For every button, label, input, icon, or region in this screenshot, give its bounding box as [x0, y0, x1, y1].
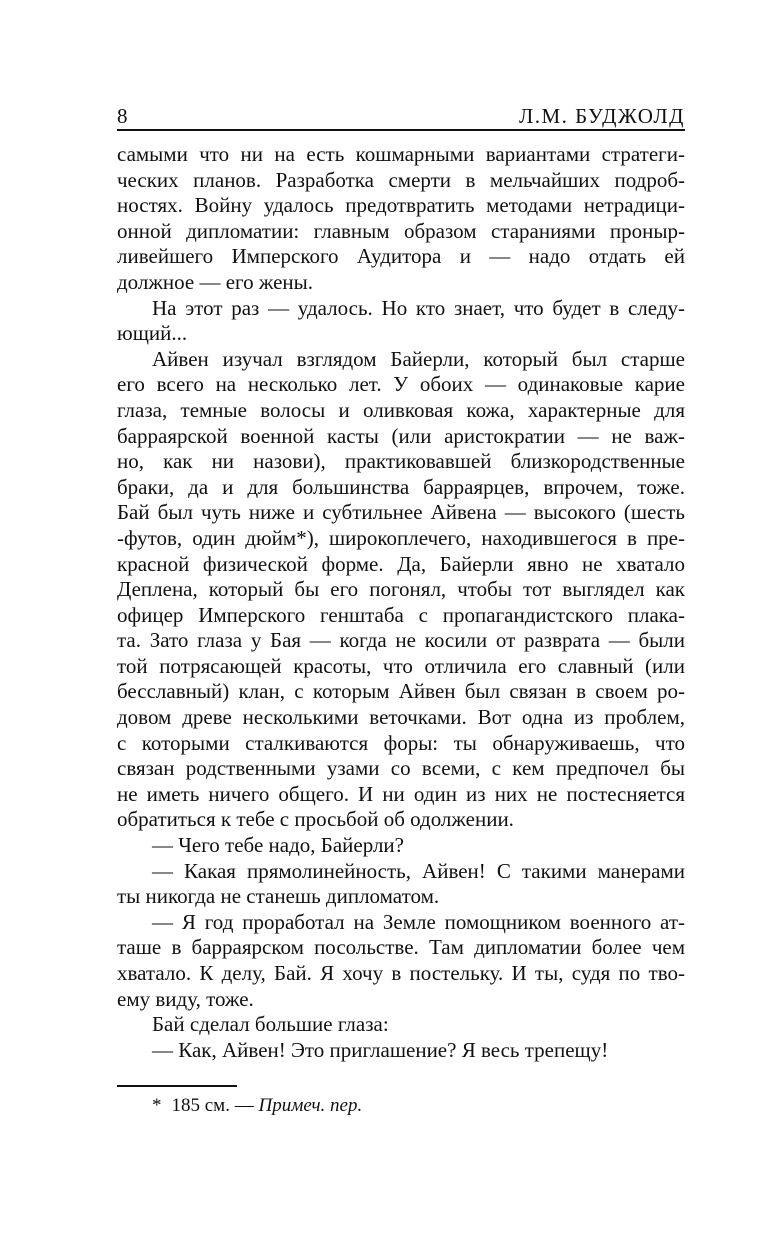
running-title: Л.М. БУДЖОЛД	[518, 104, 685, 128]
footnote-marker: *	[152, 1095, 162, 1116]
text-line: глаза, темные волосы и оливковая кожа, характерные для	[117, 397, 685, 422]
text-line: его всего на несколько лет. У обоих — одинаковые карие	[117, 372, 685, 397]
text-line: с которыми сталкиваются форы: ты обнаруживаешь, что	[117, 730, 685, 755]
text-line: ливейшего Имперского Аудитора и — надо отдать ей	[117, 244, 685, 269]
text-line: таше в барраярском посольстве. Там дипломатии более чем	[117, 935, 685, 960]
text-line: ческих планов. Разработка смерти в мельчайших подроб-	[117, 167, 685, 192]
text-line: но, как ни назови), практиковавшей близкородственные	[117, 449, 685, 474]
header-rule	[117, 129, 685, 131]
text-line: должное — его жены.	[117, 269, 314, 294]
text-line: хватало. К делу, Бай. Я хочу в постельку. И ты, судя по тво-	[117, 961, 685, 985]
text-line: — Как, Айвен! Это приглашение? Я весь трепещу!	[152, 1037, 609, 1062]
text-line: той потрясающей красоты, что отличила его славный (или	[117, 653, 685, 678]
text-line: обратиться к тебе с просьбой об одолжении.	[117, 807, 514, 832]
text-line: На этот раз — удалось. Но кто знает, что будет в следу-	[152, 295, 685, 320]
text-line: бесславный) клан, с которым Айвен был связан в своем ро-	[117, 679, 685, 704]
text-line: — Я год проработал на Земле помощником военного ат-	[152, 909, 685, 934]
text-line: Бай был чуть ниже и субтильнее Айвена — высокого (шесть	[117, 500, 685, 525]
text-line: красной физической форме. Да, Байерли явно не хватало	[117, 551, 685, 576]
text-line: самыми что ни на есть кошмарными вариантами стратеги-	[117, 142, 685, 166]
page-number: 8	[117, 104, 128, 128]
body-text	[117, 142, 685, 1063]
text-line: — Чего тебе надо, Байерли?	[152, 833, 404, 858]
text-line: офицер Имперского генштаба с пропагандистского плака-	[117, 602, 685, 627]
running-header	[117, 103, 685, 129]
text-line: -футов, один дюйм*), широкоплечего, находившегося в пре-	[117, 525, 685, 550]
footnote-text: 185 см. —	[171, 1095, 259, 1116]
text-line: довом древе несколькими веточками. Вот одна из проблем,	[117, 705, 685, 730]
text-line: — Какая прямолинейность, Айвен! С такими манерами	[152, 858, 685, 883]
text-line: та. Зато глаза у Бая — когда не косили от разврата — были	[117, 628, 685, 653]
text-line: ты никогда не станешь дипломатом.	[117, 884, 440, 909]
footnote-source: Примеч. пер.	[258, 1095, 363, 1116]
text-line: ностях. Войну удалось предотвратить методами нетрадици-	[117, 193, 685, 218]
footnote-rule	[117, 1085, 237, 1087]
text-line: онной дипломатии: главным образом стараниями проныр-	[117, 218, 685, 243]
footnote	[117, 1094, 685, 1118]
text-line: Бай сделал большие глаза:	[152, 1012, 389, 1037]
text-line: ющий...	[117, 321, 188, 346]
text-line: Айвен изучал взглядом Байерли, который был старше	[152, 346, 685, 371]
text-line: Деплена, который бы его погонял, чтобы тот выглядел как	[117, 577, 685, 602]
text-line: барраярской военной касты (или аристократии — не важ-	[117, 423, 685, 448]
text-line: браки, да и для большинства барраярцев, впрочем, тоже.	[117, 474, 685, 499]
text-line: связан родственными узами со всеми, с кем предпочел бы	[117, 756, 685, 781]
text-line: не иметь ничего общего. И ни один из них не постесняется	[117, 781, 685, 806]
text-line: ему виду, тоже.	[117, 986, 254, 1011]
